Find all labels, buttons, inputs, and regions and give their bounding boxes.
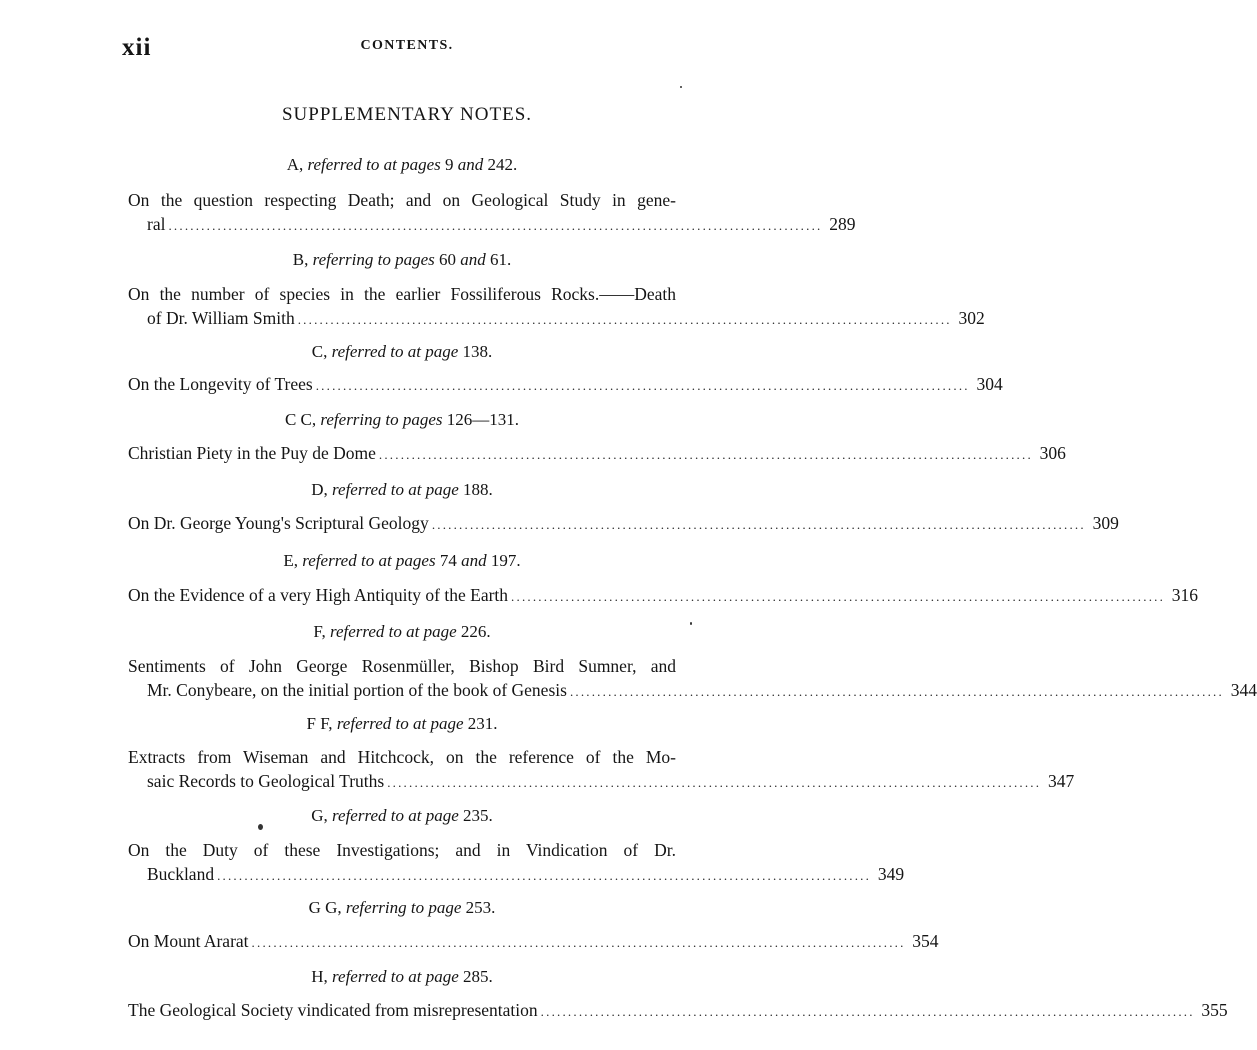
page-number: 354 <box>912 931 939 951</box>
note-ref-pages: 126—131. <box>446 410 520 429</box>
note-ref-phrase: referred to at page <box>336 714 464 733</box>
toc-entry[interactable] <box>128 583 1199 609</box>
toc-entry[interactable] <box>128 838 905 888</box>
note-reference <box>128 410 676 430</box>
note-reference <box>128 622 676 642</box>
note-reference <box>128 898 676 918</box>
dot-leader: ........................................................................................................................ <box>315 378 970 393</box>
scan-speck <box>680 86 682 88</box>
page-number: 316 <box>1171 585 1199 605</box>
note-ref-phrase: referring to page <box>345 898 462 917</box>
dot-leader: ........................................................................................................................ <box>540 1004 1195 1019</box>
page-number: 309 <box>1092 513 1119 533</box>
entry-title-line: The Geological Society vindicated from misrepresentation <box>128 1000 538 1020</box>
note-ref-phrase: referred to at pages <box>302 551 436 570</box>
note-ref-pages: 231. <box>467 714 498 733</box>
entry-title-line: On Mount Ararat <box>128 931 249 951</box>
toc-entry[interactable] <box>128 929 939 955</box>
note-reference <box>128 806 676 826</box>
note-reference <box>128 967 676 987</box>
entry-title-line: Extracts from Wiseman and Hitchcock, on the reference of the Mo- <box>128 747 676 767</box>
dot-leader: ........................................................................................................................ <box>387 775 1042 790</box>
note-label: F, <box>313 622 326 641</box>
entry-title-line: On the number of species in the earlier Fossiliferous Rocks.——Death <box>128 284 676 304</box>
note-ref-pages: 197. <box>490 551 521 570</box>
toc-entry[interactable] <box>128 654 1257 704</box>
entry-title-line: of Dr. William Smith <box>147 308 295 328</box>
note-ref-phrase: referred to at page <box>332 967 459 986</box>
toc-entry[interactable] <box>128 511 1119 537</box>
page-number: 289 <box>829 214 856 234</box>
note-label: C C, <box>284 410 317 429</box>
note-ref-pages: 226. <box>460 622 491 641</box>
entry-title-line: On Dr. George Young's Scriptural Geology <box>128 513 429 533</box>
note-ref-phrase: referred to at page <box>332 480 459 499</box>
note-label: G G, <box>308 898 342 917</box>
note-reference <box>128 714 676 734</box>
note-ref-conjunction: and <box>460 250 486 269</box>
note-ref-pages: 253. <box>465 898 496 917</box>
entry-title-line: On the Duty of these Investigations; and in Vindication of Dr. <box>128 840 676 860</box>
dot-leader: ........................................................................................................................ <box>431 517 1086 532</box>
page-number: 306 <box>1039 443 1066 463</box>
note-ref-phrase: referred to at pages <box>307 155 441 174</box>
note-ref-pages: 138. <box>462 342 493 361</box>
note-reference <box>128 250 676 270</box>
entry-title-line: On the Evidence of a very High Antiquity of the Earth <box>128 585 509 605</box>
note-reference <box>128 155 676 175</box>
note-label: H, <box>311 967 328 986</box>
note-label: F F, <box>306 714 333 733</box>
page-number: 355 <box>1201 1000 1228 1020</box>
dot-leader: ........................................................................................................................ <box>569 684 1224 699</box>
note-ref-phrase: referred to at page <box>332 806 459 825</box>
note-ref-phrase: referring to pages <box>320 410 443 429</box>
entry-title-line: saic Records to Geological Truths <box>147 771 385 791</box>
note-ref-pages: 61. <box>489 250 512 269</box>
note-label: B, <box>292 250 309 269</box>
entry-title-line: Sentiments of John George Rosenmüller, Bishop Bird Sumner, and <box>128 656 676 676</box>
dot-leader: ........................................................................................................................ <box>511 589 1166 604</box>
note-reference <box>128 551 676 571</box>
dot-leader: ........................................................................................................................ <box>168 218 823 233</box>
toc-entry[interactable] <box>128 188 856 238</box>
note-ref-pages: 188. <box>462 480 493 499</box>
page-folio: xii <box>122 34 152 61</box>
note-ref-pages: 242. <box>487 155 518 174</box>
page-number: 302 <box>958 308 985 328</box>
note-reference <box>128 480 676 500</box>
dot-leader: ........................................................................................................................ <box>378 447 1033 462</box>
scan-speck <box>258 824 263 830</box>
page-number: 304 <box>976 374 1003 394</box>
note-ref-phrase: referred to at page <box>331 342 459 361</box>
note-label: E, <box>283 551 299 570</box>
page-number: 344 <box>1230 680 1257 700</box>
toc-entry[interactable] <box>128 282 985 332</box>
note-label: G, <box>311 806 328 825</box>
toc-entry[interactable] <box>128 998 1228 1024</box>
entry-title-line: ral <box>147 214 166 234</box>
note-label: A, <box>286 155 304 174</box>
toc-entry[interactable] <box>128 745 1075 795</box>
entry-title-line: Buckland <box>147 864 215 884</box>
note-ref-phrase: referring to pages <box>312 250 435 269</box>
note-ref-pages: 285. <box>462 967 493 986</box>
note-label: D, <box>311 480 328 499</box>
note-reference <box>128 342 676 362</box>
note-ref-phrase: referred to at page <box>329 622 457 641</box>
entry-title-line: On the Longevity of Trees <box>128 374 313 394</box>
note-label: C, <box>311 342 328 361</box>
note-ref-conjunction: and <box>461 551 487 570</box>
toc-entry[interactable] <box>128 372 1003 398</box>
page-number: 347 <box>1047 771 1075 791</box>
entry-title-line: On the question respecting Death; and on Geological Study in gene- <box>128 190 676 210</box>
dot-leader: ........................................................................................................................ <box>297 312 952 327</box>
scan-speck <box>690 622 692 625</box>
entry-title-line: Christian Piety in the Puy de Dome <box>128 443 376 463</box>
note-ref-pages: 9 <box>445 155 454 174</box>
note-ref-pages: 74 <box>439 551 457 570</box>
entry-title-line: Mr. Conybeare, on the initial portion of the book of Genesis <box>147 680 567 700</box>
running-head: CONTENTS. <box>360 38 454 53</box>
toc-entry[interactable] <box>128 441 1066 467</box>
note-ref-pages: 60 <box>438 250 456 269</box>
note-ref-pages: 235. <box>462 806 493 825</box>
dot-leader: ........................................................................................................................ <box>251 935 906 950</box>
page-number: 349 <box>877 864 905 884</box>
section-title: SUPPLEMENTARY NOTES. <box>281 104 533 125</box>
note-ref-conjunction: and <box>457 155 484 174</box>
dot-leader: ........................................................................................................................ <box>217 868 872 883</box>
